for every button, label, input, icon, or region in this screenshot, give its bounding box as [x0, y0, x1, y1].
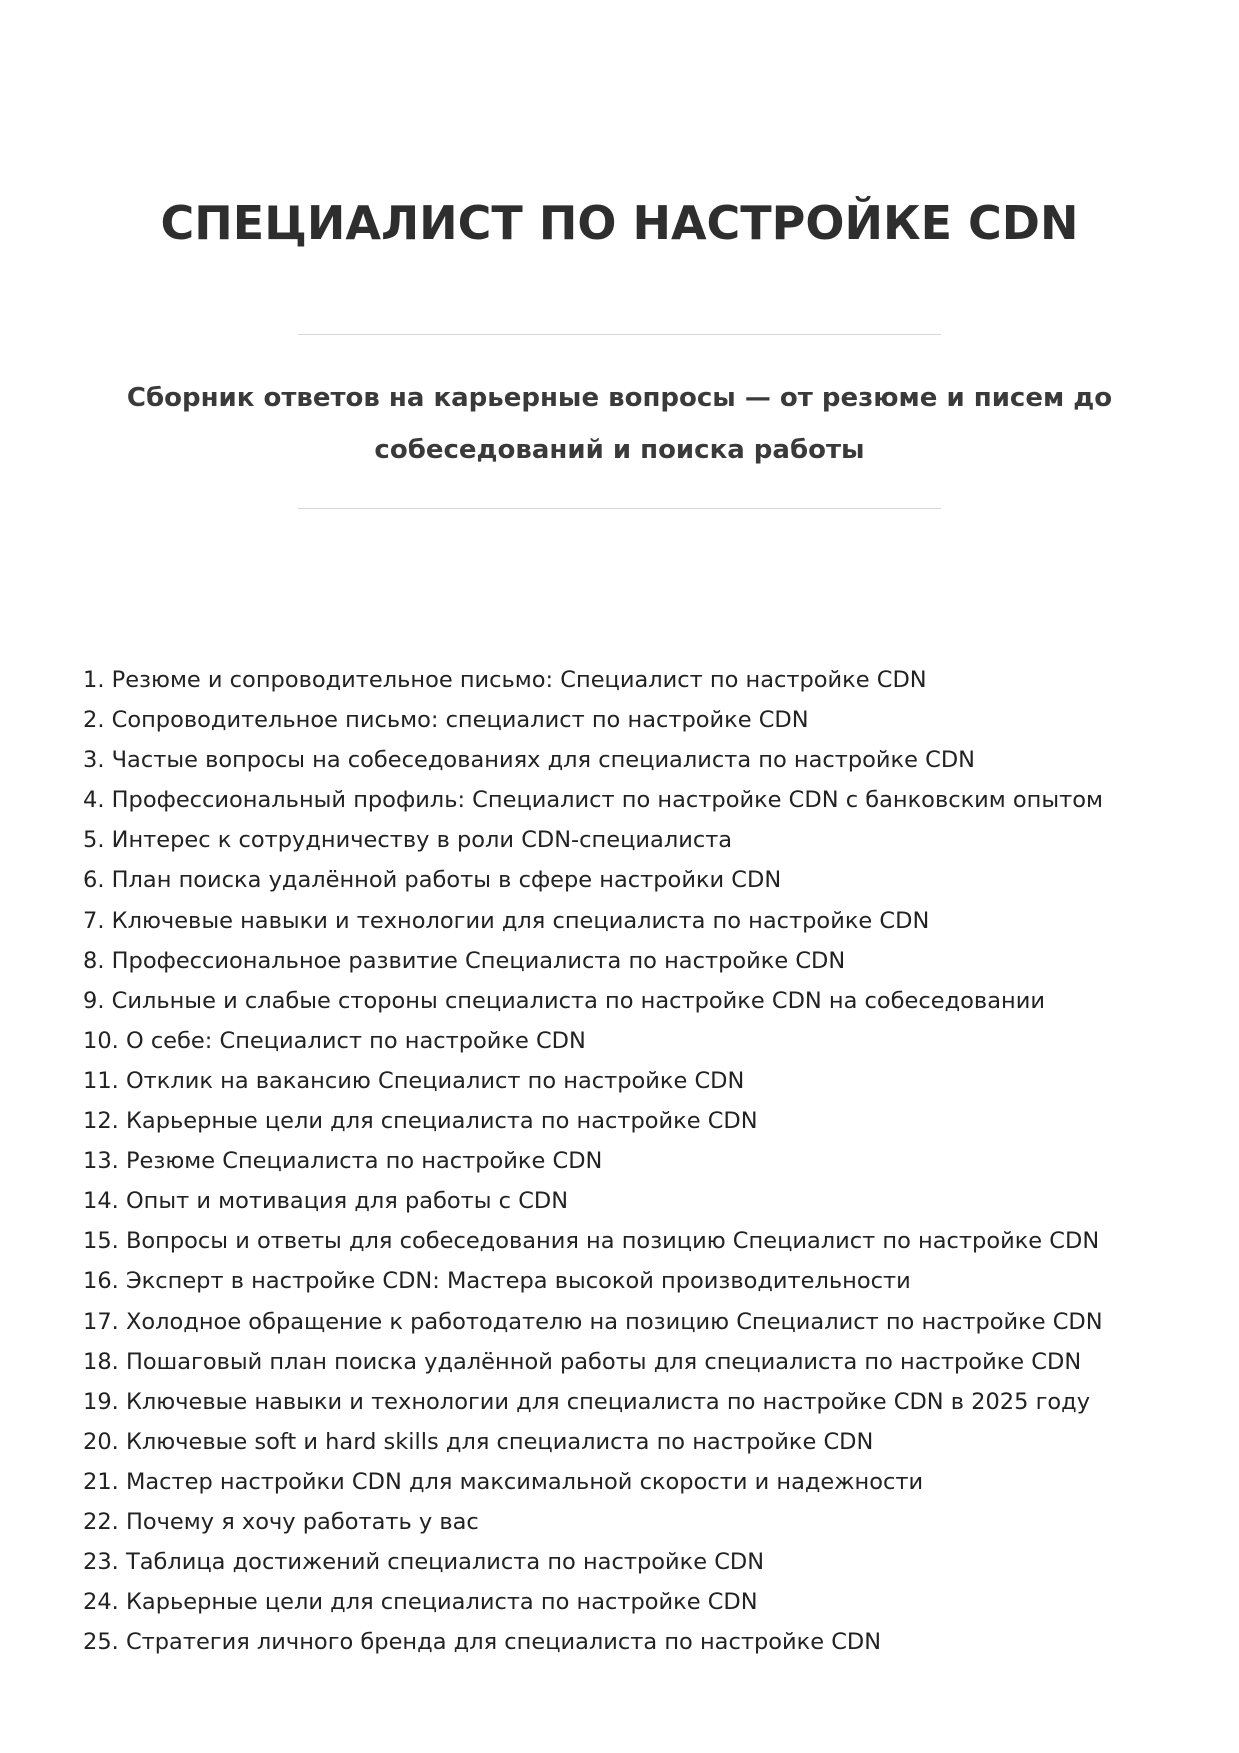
toc-item-number: 10.: [83, 1027, 119, 1054]
toc-item: [83, 700, 1163, 740]
toc-item-number: 12.: [83, 1108, 119, 1135]
toc-item-text: Профессиональное развитие Специалиста по настройке CDN: [111, 947, 846, 974]
toc-item-text: Карьерные цели для специалиста по настройке CDN: [125, 1589, 758, 1616]
toc-item-text: Таблица достижений специалиста по настройке CDN: [125, 1549, 765, 1576]
page-title: СПЕЦИАЛИСТ ПО НАСТРОЙКЕ CDN: [160, 196, 1079, 250]
toc-item: [83, 1542, 1163, 1582]
toc-item: [83, 901, 1163, 941]
table-of-contents: [83, 660, 1163, 1662]
toc-item: [83, 941, 1163, 981]
toc-item-text: Почему я хочу работать у вас: [125, 1508, 479, 1535]
toc-item-number: 23.: [83, 1549, 119, 1576]
top-divider: [298, 334, 941, 335]
toc-item-text: Пошаговый план поиска удалённой работы для специалиста по настройке CDN: [125, 1348, 1082, 1375]
toc-item-number: 7.: [83, 907, 105, 934]
toc-item: [83, 860, 1163, 900]
toc-item-text: Вопросы и ответы для собеседования на позицию Специалист по настройке CDN: [125, 1228, 1100, 1255]
toc-item-number: 22.: [83, 1508, 119, 1535]
toc-item: [83, 1141, 1163, 1181]
toc-item-text: Резюме Специалиста по настройке CDN: [125, 1148, 603, 1175]
toc-item-number: 14.: [83, 1188, 119, 1215]
toc-item: [83, 1622, 1163, 1662]
toc-item-text: План поиска удалённой работы в сфере настройки CDN: [111, 867, 782, 894]
toc-item: [83, 740, 1163, 780]
toc-item: [83, 1582, 1163, 1622]
toc-item-text: Ключевые навыки и технологии для специалиста по настройке CDN: [111, 907, 930, 934]
toc-item-number: 3.: [83, 747, 105, 774]
toc-item-text: Холодное обращение к работодателю на позицию Специалист по настройке CDN: [125, 1308, 1103, 1335]
toc-item-number: 19.: [83, 1388, 119, 1415]
toc-item-text: Резюме и сопроводительное письмо: Специалист по настройке CDN: [111, 667, 927, 693]
toc-item: [83, 981, 1163, 1021]
toc-item-number: 20.: [83, 1428, 119, 1455]
toc-item-number: 2.: [83, 707, 105, 734]
bottom-divider: [298, 508, 941, 509]
toc-item-number: 18.: [83, 1348, 119, 1375]
toc-item: [83, 1021, 1163, 1061]
toc-item: [83, 1302, 1163, 1342]
toc-item-text: Ключевые навыки и технологии для специалиста по настройке CDN в 2025 году: [125, 1388, 1091, 1415]
toc-item-number: 11.: [83, 1067, 119, 1094]
toc-item-text: Мастер настройки CDN для максимальной скорости и надежности: [125, 1468, 924, 1495]
toc-item-number: 5.: [83, 827, 105, 854]
toc-item: [83, 1502, 1163, 1542]
toc-item-number: 9.: [83, 987, 105, 1014]
toc-item: [83, 1342, 1163, 1382]
toc-item-text: Частые вопросы на собеседованиях для специалиста по настройке CDN: [111, 747, 975, 774]
toc-item-number: 1.: [83, 667, 105, 693]
toc-item: [83, 1422, 1163, 1462]
toc-item: [83, 1261, 1163, 1301]
toc-item-number: 16.: [83, 1268, 119, 1295]
toc-item-number: 25.: [83, 1629, 119, 1656]
toc-item-number: 15.: [83, 1228, 119, 1255]
toc-item-number: 21.: [83, 1468, 119, 1495]
toc-item-number: 24.: [83, 1589, 119, 1616]
toc-item-text: Сильные и слабые стороны специалиста по настройке CDN на собеседовании: [111, 987, 1045, 1014]
toc-item-number: 8.: [83, 947, 105, 974]
toc-item: [83, 1462, 1163, 1502]
toc-item: [83, 1101, 1163, 1141]
toc-item-text: Стратегия личного бренда для специалиста по настройке CDN: [125, 1629, 882, 1656]
page-subtitle: Сборник ответов на карьерные вопросы — от резюме и писем до собеседований и поиска работы: [126, 383, 1113, 465]
toc-item: [83, 820, 1163, 860]
toc-item-text: О себе: Специалист по настройке CDN: [125, 1027, 586, 1054]
toc-item-text: Опыт и мотивация для работы с CDN: [125, 1188, 569, 1215]
toc-item-text: Профессиональный профиль: Специалист по настройке CDN с банковским опытом: [111, 787, 1103, 814]
toc-item: [83, 780, 1163, 820]
toc-item: [83, 1061, 1163, 1101]
toc-item: [83, 1181, 1163, 1221]
toc-item-text: Отклик на вакансию Специалист по настройке CDN: [125, 1067, 745, 1094]
toc-item-number: 13.: [83, 1148, 119, 1175]
toc-item: [83, 1221, 1163, 1261]
toc-item-text: Карьерные цели для специалиста по настройке CDN: [125, 1108, 758, 1135]
toc-item-number: 4.: [83, 787, 105, 814]
toc-item-text: Ключевые soft и hard skills для специалиста по настройке CDN: [125, 1428, 874, 1455]
toc-item-text: Интерес к сотрудничеству в роли CDN-специалиста: [111, 827, 733, 854]
toc-item-text: Эксперт в настройке CDN: Мастера высокой производительности: [125, 1268, 911, 1295]
toc-item-number: 6.: [83, 867, 105, 894]
toc-item-text: Сопроводительное письмо: специалист по настройке CDN: [111, 707, 809, 734]
toc-item: [83, 1382, 1163, 1422]
toc-item-number: 17.: [83, 1308, 119, 1335]
toc-item: [83, 660, 1163, 700]
